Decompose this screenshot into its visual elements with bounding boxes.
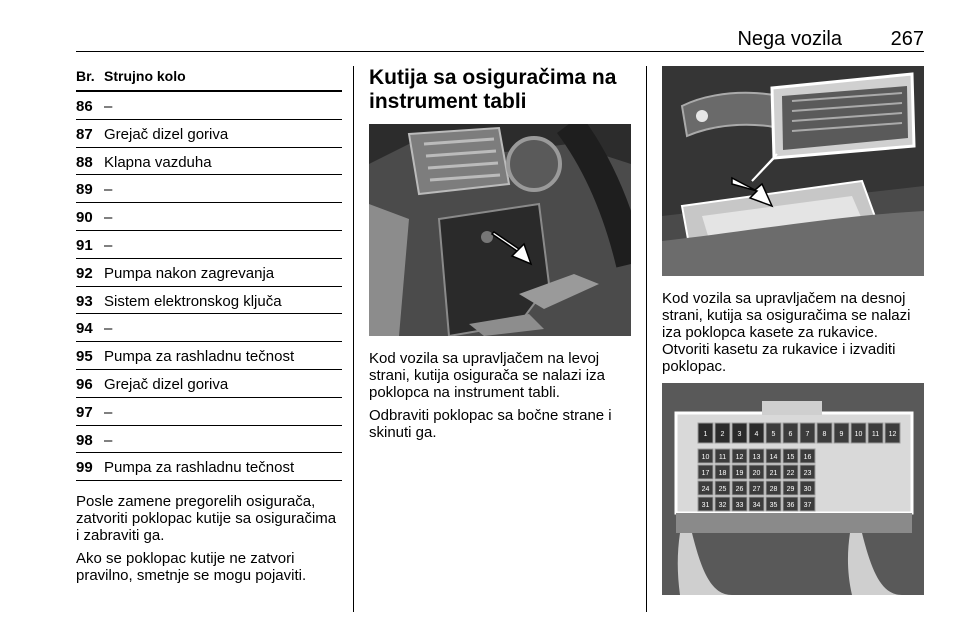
body-paragraph: Kod vozila sa upravljačem na levoj strani, kutija osigurača se nalazi iza poklopca na instrument tabli. [369, 350, 605, 401]
fuse-label: 27 [752, 486, 761, 493]
fuse-circuit: Sistem elektronskog ključa [104, 292, 282, 310]
body-paragraph: Ako se poklopac kutije ne zatvori pravilno, smetnje se mogu pojaviti. [76, 550, 307, 585]
fuse-number: 88 [76, 153, 93, 171]
fuse-label: 18 [718, 470, 727, 477]
fuse-circuit: – [104, 181, 113, 199]
body-paragraph: Posle zamene pregorelih osigurača, zatvoriti poklopac kutije sa osiguračima i zabraviti ga. [76, 493, 337, 545]
fuse-label: 35 [769, 502, 778, 509]
table-row [76, 398, 342, 426]
table-row [76, 314, 342, 342]
fuse-number: 98 [76, 431, 93, 449]
column-left [76, 66, 342, 590]
fuse-number: 92 [76, 264, 93, 282]
fuse-label: 30 [803, 486, 812, 493]
fuse-label: 23 [803, 470, 812, 477]
fuse-circuit: – [104, 236, 113, 254]
page-number: 267 [890, 28, 924, 50]
fuse-label: 33 [735, 502, 744, 509]
fuse-circuit: – [104, 320, 113, 338]
header-title: Nega vozila [737, 28, 842, 50]
fuse-label: 24 [701, 486, 710, 493]
table-row [76, 259, 342, 287]
fuse-label: 19 [735, 470, 744, 477]
column-middle [369, 66, 631, 447]
fuse-label: 28 [769, 486, 778, 493]
fuse-number: 87 [76, 125, 93, 143]
fuse-label: 36 [786, 502, 795, 509]
fuse-label: 10 [701, 454, 710, 461]
fuse-label: 5 [771, 431, 776, 438]
col-header-circuit: Strujno kolo [104, 68, 186, 84]
fuse-label: 8 [822, 431, 827, 438]
fuse-circuit: Pumpa za rashladnu tečnost [104, 348, 295, 366]
table-row [76, 231, 342, 259]
fuse-number: 86 [76, 98, 93, 115]
fuse-label: 15 [786, 454, 795, 461]
glovebox-fusebox-illustration [662, 66, 924, 276]
fuse-number: 93 [76, 292, 93, 310]
fuse-label: 26 [735, 486, 744, 493]
fuse-label: 6 [788, 431, 793, 438]
fuse-label: 31 [701, 502, 710, 509]
fuse-circuit: Grejač dizel goriva [104, 125, 229, 143]
table-row [76, 453, 342, 481]
fuse-label: 11 [718, 454, 727, 461]
table-row [76, 370, 342, 398]
fuse-number: 90 [76, 209, 93, 227]
fuse-table [76, 92, 342, 481]
column-right [662, 66, 924, 595]
fuse-label: 7 [805, 431, 810, 438]
column-divider [646, 66, 647, 612]
fuse-circuit: – [104, 403, 113, 421]
table-row [76, 342, 342, 370]
table-row [76, 287, 342, 315]
table-row [76, 426, 342, 454]
fuse-label: 16 [803, 454, 812, 461]
fuse-label: 9 [839, 431, 844, 438]
fuse-number: 99 [76, 459, 93, 477]
fuse-circuit: Klapna vazduha [104, 153, 212, 171]
body-paragraph: Odbraviti poklopac sa bočne strane i skinuti ga. [369, 407, 612, 441]
fuse-number: 95 [76, 348, 93, 366]
dashboard-fusebox-illustration [369, 124, 631, 336]
fuse-circuit: – [104, 209, 113, 227]
section-title: Kutija sa osiguračima na instrument tabli [369, 66, 617, 113]
column-divider [353, 66, 354, 612]
fuse-label: 11 [871, 431, 880, 438]
fuse-label: 1 [703, 431, 708, 438]
fuse-label: 20 [752, 470, 761, 477]
fuse-circuit: Pumpa za rashladnu tečnost [104, 459, 295, 477]
table-row [76, 203, 342, 231]
table-row [76, 92, 342, 120]
col-header-nr: Br. [76, 68, 95, 84]
table-row [76, 148, 342, 176]
fuse-label: 12 [735, 454, 744, 461]
fuse-label: 29 [786, 486, 795, 493]
fuse-label: 34 [752, 502, 761, 509]
fuse-circuit: – [104, 431, 113, 449]
fuse-number: 94 [76, 320, 93, 338]
fuse-number: 97 [76, 403, 93, 421]
fuse-label: 17 [701, 470, 710, 477]
fuse-label: 14 [769, 454, 778, 461]
fuse-label: 12 [888, 431, 897, 438]
page-header [76, 26, 924, 52]
fuse-label: 3 [737, 431, 742, 438]
fuse-label: 37 [803, 502, 812, 509]
fuse-label: 4 [754, 431, 759, 438]
body-paragraph: Kod vozila sa upravljačem na desnoj strani, kutija sa osiguračima se nalazi iza poklopca kasete za rukavice. Otvoriti kasetu za rukavice i izvaditi poklopac. [662, 290, 911, 375]
fuse-circuit: – [104, 98, 113, 115]
fuse-label: 22 [786, 470, 795, 477]
table-header [76, 66, 342, 92]
fuse-label: 32 [718, 502, 727, 509]
fuse-number: 89 [76, 181, 93, 199]
fuse-number: 91 [76, 236, 93, 254]
fuse-number: 96 [76, 375, 93, 393]
table-row [76, 175, 342, 203]
table-row [76, 120, 342, 148]
fuse-label: 10 [854, 431, 863, 438]
fuse-circuit: Grejač dizel goriva [104, 375, 229, 393]
fuse-label: 21 [769, 470, 778, 477]
fuse-label: 2 [720, 431, 725, 438]
fuse-label: 25 [718, 486, 727, 493]
fuse-label: 13 [752, 454, 761, 461]
fuse-circuit: Pumpa nakon zagrevanja [104, 264, 275, 282]
fuse-layout-diagram [662, 383, 924, 595]
